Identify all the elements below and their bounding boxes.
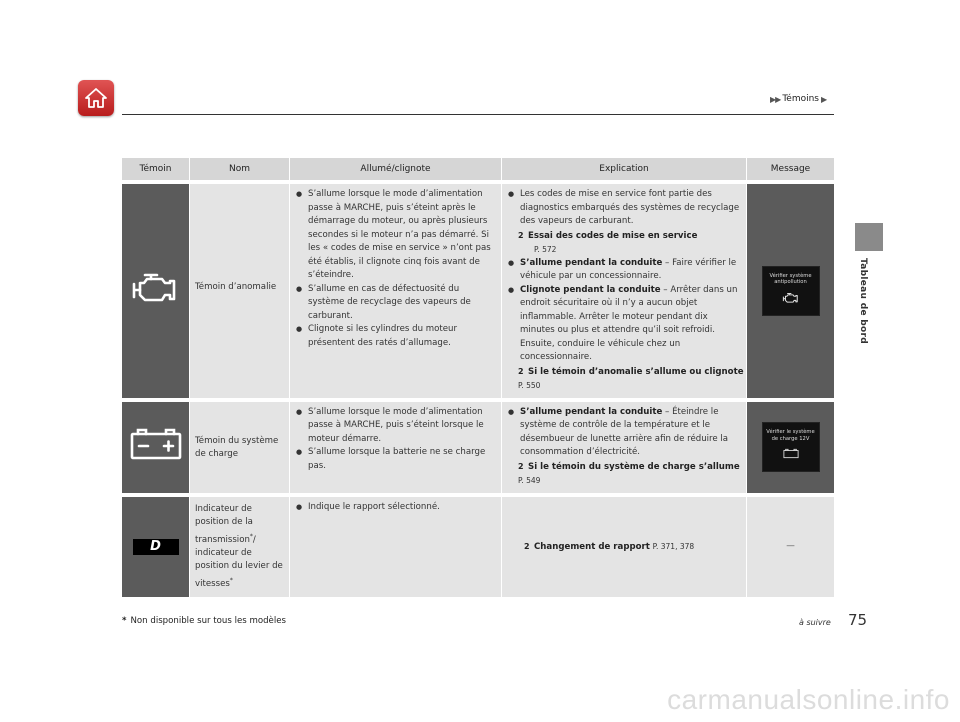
column-header: Témoin [122,158,190,180]
section-tab[interactable] [855,223,883,251]
reference-arrow-icon: 2 [518,366,524,376]
list-item: ● S’allume en cas de défectuosité du système de recyclage des vapeurs de carburant. [295,283,495,324]
home-icon [84,87,108,109]
reference-arrow-icon: 2 [518,230,524,240]
list-item: ● Les codes de mise en service font partie des diagnostics embarqués des systèmes de recyclage des vapeurs de carburant. [507,188,740,229]
table-row [122,398,834,493]
home-button[interactable] [78,80,114,116]
table-row [122,493,834,598]
cross-reference-link[interactable]: 2 Changement de rapport P. 371, 378 [524,541,695,552]
message-cell [747,398,834,493]
continued-label: à suivre [799,618,831,627]
section-label: Tableau de bord [858,258,868,344]
table-row [122,180,834,398]
lit-description [290,398,502,493]
check-engine-icon [782,292,800,304]
explanation [502,398,747,493]
list-item: ● Indique le rapport sélectionné. [295,501,495,515]
reference-arrow-icon: 2 [518,461,524,471]
breadcrumb[interactable] [770,94,826,104]
header-divider [122,114,834,115]
page-number: 75 [848,611,868,629]
indicator-table [122,158,834,597]
indicator-icon-cell [122,180,190,398]
battery-icon [783,448,799,459]
cross-reference-link[interactable]: 2 Si le témoin du système de charge s’allume P. 549 [518,461,740,485]
column-header: Nom [190,158,290,180]
indicator-icon-cell [122,398,190,493]
watermark: carmanualsonline.info [667,684,950,715]
lit-description [290,180,502,398]
column-header: Allumé/clignote [290,158,502,180]
display-message: Vérifier le système de charge 12V [762,422,820,472]
table-header-row [122,158,834,180]
footnote: * Non disponible sur tous les modèles [122,616,286,626]
indicator-name: Indicateur de position de la transmission*/ indicateur de position du levier de vitesses* [190,493,290,598]
breadcrumb-label: Témoins [782,94,819,104]
battery-icon [129,427,183,461]
indicator-icon-cell [122,493,190,598]
list-item: ● S’allume lorsque le mode d’alimentation passe à MARCHE, puis s’éteint après le démarrage du moteur, ou après plusieurs secondes si le moteur n’a pas démarré. Si les « codes de mise en service » n’ont pas été établis, il clignote cinq fois avant de s’éteindre. [295,188,495,283]
lit-description [290,493,502,598]
cross-reference-link[interactable]: 2 Essai des codes de mise en service [518,230,698,241]
column-header: Explication [502,158,747,180]
list-item: ● S’allume lorsque le mode d’alimentation passe à MARCHE, puis s’éteint lorsque le moteur démarre. [295,406,495,447]
gear-d-icon: D [133,539,179,555]
check-engine-icon [130,271,182,305]
column-header: Message [747,158,834,180]
list-item: ● Clignote pendant la conduite – Arrêter dans un endroit sécuritaire où il n’y a aucun objet inflammable. Arrêter le moteur pendant dix minutes ou plus et attendre qu’il soit refroidi. Ensuite, conduire le véhicule chez un concessionnaire. [507,284,740,365]
display-message: Vérifier système antipollution [762,266,820,316]
cross-reference-link[interactable]: 2 Si le témoin d’anomalie s’allume ou clignote P. 550 [518,366,744,390]
message-cell [747,180,834,398]
explanation [502,180,747,398]
indicator-name: Témoin d’anomalie [190,180,290,398]
breadcrumb-arrow-icon: ▶ [821,94,827,104]
explanation [502,493,747,598]
indicator-name: Témoin du système de charge [190,398,290,493]
list-item: ● Clignote si les cylindres du moteur présentent des ratés d’allumage. [295,323,495,350]
list-item: ● S’allume pendant la conduite – Faire vérifier le véhicule par un concessionnaire. [507,257,740,284]
reference-page: P. 572 [534,245,557,254]
message-cell: — [747,493,834,598]
list-item: ● S’allume pendant la conduite – Éteindre le système de contrôle de la température et le désembueur de lunette arrière afin de réduire la consommation d’électricité. [507,406,740,460]
list-item: ● S’allume lorsque la batterie ne se charge pas. [295,446,495,473]
reference-arrow-icon: 2 [524,541,530,551]
breadcrumb-arrow-icon: ▶▶ [770,94,781,104]
